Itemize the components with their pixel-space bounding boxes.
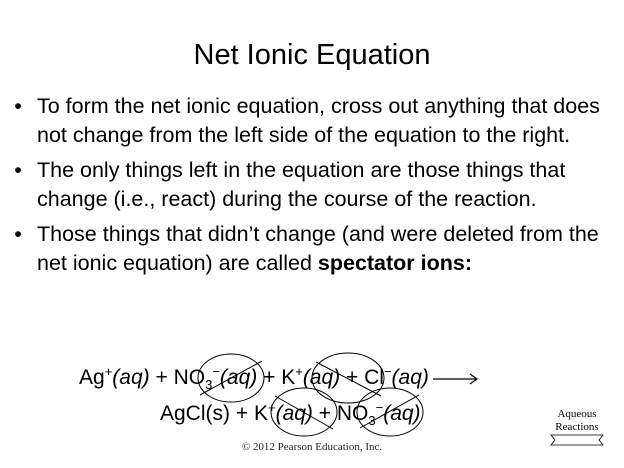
plus-sign: + bbox=[257, 366, 282, 389]
silver-chloride-symbol: AgCl bbox=[160, 402, 206, 425]
equation-line-2 bbox=[160, 401, 421, 427]
slide-title: Net Ionic Equation bbox=[193, 39, 431, 71]
bullet-list bbox=[12, 92, 608, 284]
bullet-icon: • bbox=[14, 158, 22, 182]
bullet-icon: • bbox=[14, 222, 22, 246]
state-aq: (aq) bbox=[302, 366, 341, 389]
equation-line-1 bbox=[79, 365, 480, 391]
chloride-charge: − bbox=[383, 364, 392, 379]
plus-sign: + bbox=[340, 366, 365, 389]
ag-symbol: Ag bbox=[79, 366, 105, 389]
state-aq: (aq) bbox=[391, 366, 429, 389]
potassium-symbol: K bbox=[253, 402, 268, 425]
bullet-text: To form the net ionic equation, cross out anything that does not change from the left side of the equation to the right. bbox=[37, 94, 600, 147]
badge-line-1: Aqueous bbox=[557, 408, 597, 420]
potassium-charge: + bbox=[295, 364, 303, 379]
bullet-text: Those things that didn’t change (and were deleted from the net ionic equation) are called bbox=[37, 222, 599, 275]
spectator-ions-term: spectator ions: bbox=[317, 251, 473, 275]
plus-sign: + bbox=[230, 402, 254, 425]
bullet-icon: • bbox=[14, 94, 22, 118]
nitrate-symbol: NO bbox=[173, 366, 206, 389]
plus-sign: + bbox=[149, 366, 174, 389]
bullet-item bbox=[12, 92, 608, 150]
bullet-item bbox=[12, 156, 608, 214]
state-aq: (aq) bbox=[383, 402, 421, 425]
badge-line-2: Reactions bbox=[555, 421, 599, 433]
bullet-item bbox=[12, 220, 608, 278]
state-solid: (s) bbox=[205, 402, 231, 425]
bullet-text: The only things left in the equation are those things that change (i.e., react) during the course of the reaction. bbox=[37, 158, 566, 211]
nitrate-subscript: 3 bbox=[205, 377, 213, 392]
potassium-symbol: K bbox=[281, 366, 296, 389]
state-aq: (aq) bbox=[112, 366, 150, 389]
ag-charge: + bbox=[104, 364, 113, 379]
reaction-arrow-icon bbox=[432, 365, 480, 391]
nitrate-subscript: 3 bbox=[368, 413, 376, 428]
state-aq: (aq) bbox=[275, 402, 313, 425]
potassium-charge: + bbox=[267, 400, 276, 415]
plus-sign: + bbox=[312, 402, 337, 425]
chloride-symbol: Cl bbox=[364, 366, 384, 389]
copyright-footer: © 2012 Pearson Education, Inc. bbox=[241, 441, 383, 453]
nitrate-charge: − bbox=[375, 400, 384, 415]
nitrate-charge: − bbox=[212, 364, 220, 379]
nitrate-symbol: NO bbox=[336, 402, 369, 425]
state-aq: (aq) bbox=[219, 366, 258, 389]
